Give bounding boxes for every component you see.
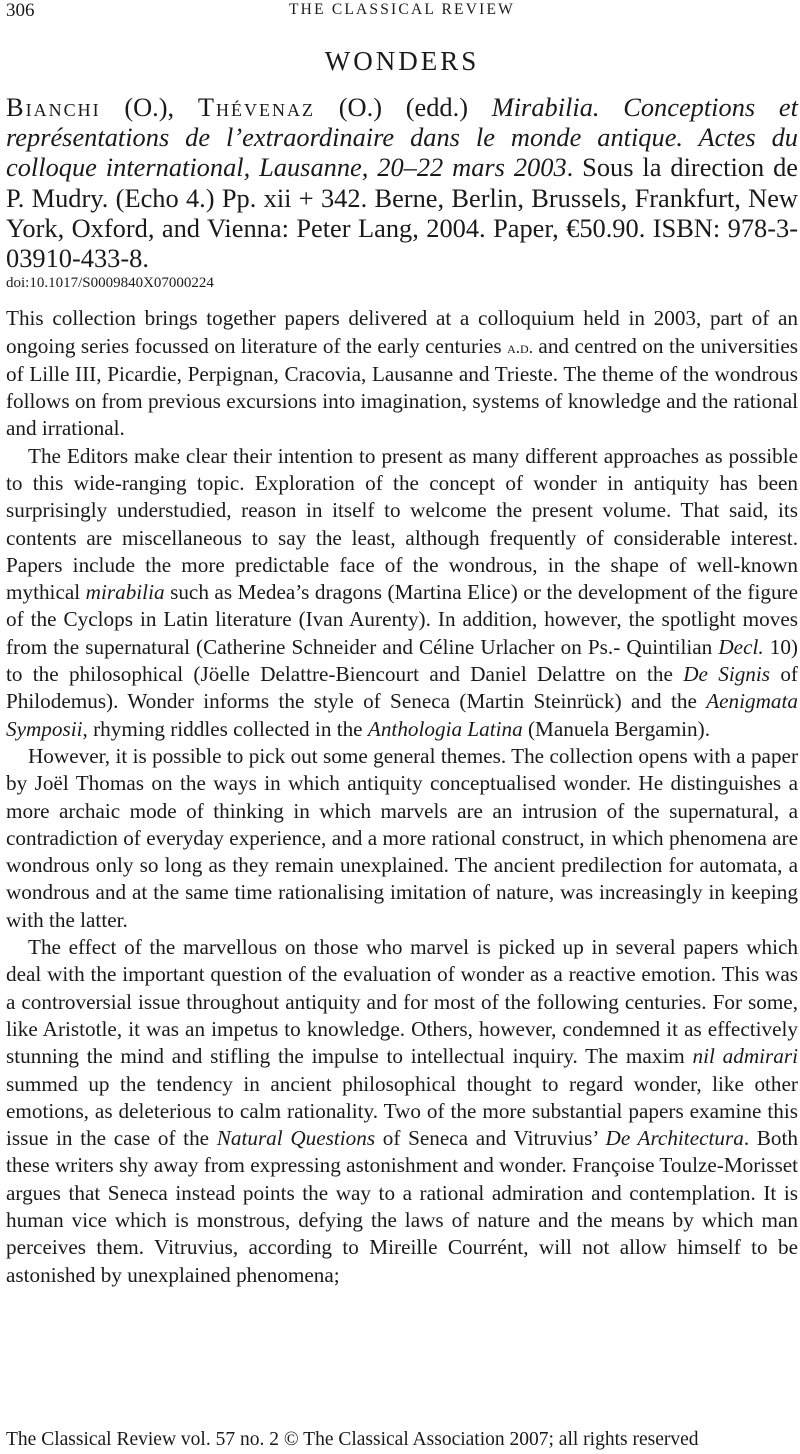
page-number: 306	[6, 0, 35, 21]
editors-marker: (edd.)	[405, 92, 468, 122]
book-citation	[6, 92, 798, 273]
author-2-initial: (O.)	[338, 92, 382, 122]
page	[6, 0, 798, 1289]
citation-details: . Sous la direction de P. Mudry. (Echo 4.) Pp. xii + 342. Berne, Berlin, Brussels, Frankfurt, New York, Oxford, and Vienna: Peter Lang, 2004. Paper, €50.90. ISBN: 978-3-03910-433-8.	[6, 152, 798, 274]
book-title: Mirabilia. Conceptions et représentations de l’extraordinaire dans le monde antique. Actes du colloque international, Lausanne, 20–22 mars 2003	[6, 92, 798, 183]
section-title: WONDERS	[324, 46, 480, 76]
paragraph-2: The Editors make clear their intention to present as many different approaches as possible to this wide-ranging topic. Exploration of the concept of wonder in antiquity has been surprisingly understudied, reason in itself to welcome the present volume. That said, its contents are miscellaneous to say the least, although frequently of considerable interest. Papers include the more predictable face of the wondrous, in the shape of well-known mythical mirabilia such as Medea’s dragons (Martina Elice) or the development of the figure of the Cyclops in Latin literature (Ivan Aurenty). In addition, however, the spotlight moves from the supernatural (Catherine Schneider and Céline Urlacher on Ps.- Quintilian Decl. 10) to the philosophical (Jöelle Delattre-Biencourt and Daniel Delattre on the De Signis of Philodemus). Wonder informs the style of Seneca (Martin Steinrück) and the Aenigmata Symposii, rhyming riddles collected in the Anthologia Latina (Manuela Bergamin).	[6, 443, 799, 741]
copyright-footer: The Classical Review vol. 57 no. 2 © The Classical Association 2007; all rights reserved	[6, 1429, 699, 1450]
paragraph-3: However, it is possible to pick out some general themes. The collection opens with a paper by Joël Thomas on the ways in which antiquity conceptualised wonder. He distinguishes a more archaic mode of thinking in which marvels are an intrusion of the supernatural, a contradiction of everyday experience, and a more rational construct, in which phenomena are wondrous only so long as they remain unexplained. The ancient predilection for automata, a wondrous and at the same time rationalising imitation of nature, was increasingly in keeping with the latter.	[6, 743, 798, 932]
running-header	[6, 0, 798, 24]
review-body	[6, 305, 798, 1289]
author-1-initial: (O.),	[124, 92, 175, 122]
author-1: Bianchi	[6, 92, 101, 122]
paragraph-1: This collection brings together papers delivered at a colloquium held in 2003, part of an ongoing series focussed on literature of the early centuries a.d. and centred on the universities of Lille III, Picardie, Perpignan, Cracovia, Lausanne and Trieste. The theme of the wondrous follows on from previous excursions into imagination, systems of knowledge and the rational and irrational.	[6, 306, 799, 441]
paragraph-4: The effect of the marvellous on those who marvel is picked up in several papers which deal with the important question of the evaluation of wonder as a reactive emotion. This was a controversial issue throughout antiquity and for most of the following centuries. For some, like Aristotle, it was an impetus to knowledge. Others, however, condemned it as effectively stunning the mind and stifling the impulse to intellectual inquiry. The maxim nil admirari summed up the tendency in ancient philosophical thought to regard wonder, like other emotions, as deleterious to calm rationality. Two of the more substantial papers examine this issue in the case of the Natural Questions of Seneca and Vitruvius’ De Architectura. Both these writers shy away from expressing astonishment and wonder. Françoise Toulze-Morisset argues that Seneca instead points the way to a rational admiration and contemplation. It is human vice which is monstrous, defying the laws of nature and the means by which man perceives them. Vitruvius, according to Mireille Courrént, will not allow himself to be astonished by unexplained phenomena;	[6, 935, 799, 1287]
journal-title: THE CLASSICAL REVIEW	[289, 1, 515, 18]
author-2: Thévenaz	[197, 92, 316, 122]
doi: doi:10.1017/S0009840X07000224	[6, 275, 214, 292]
